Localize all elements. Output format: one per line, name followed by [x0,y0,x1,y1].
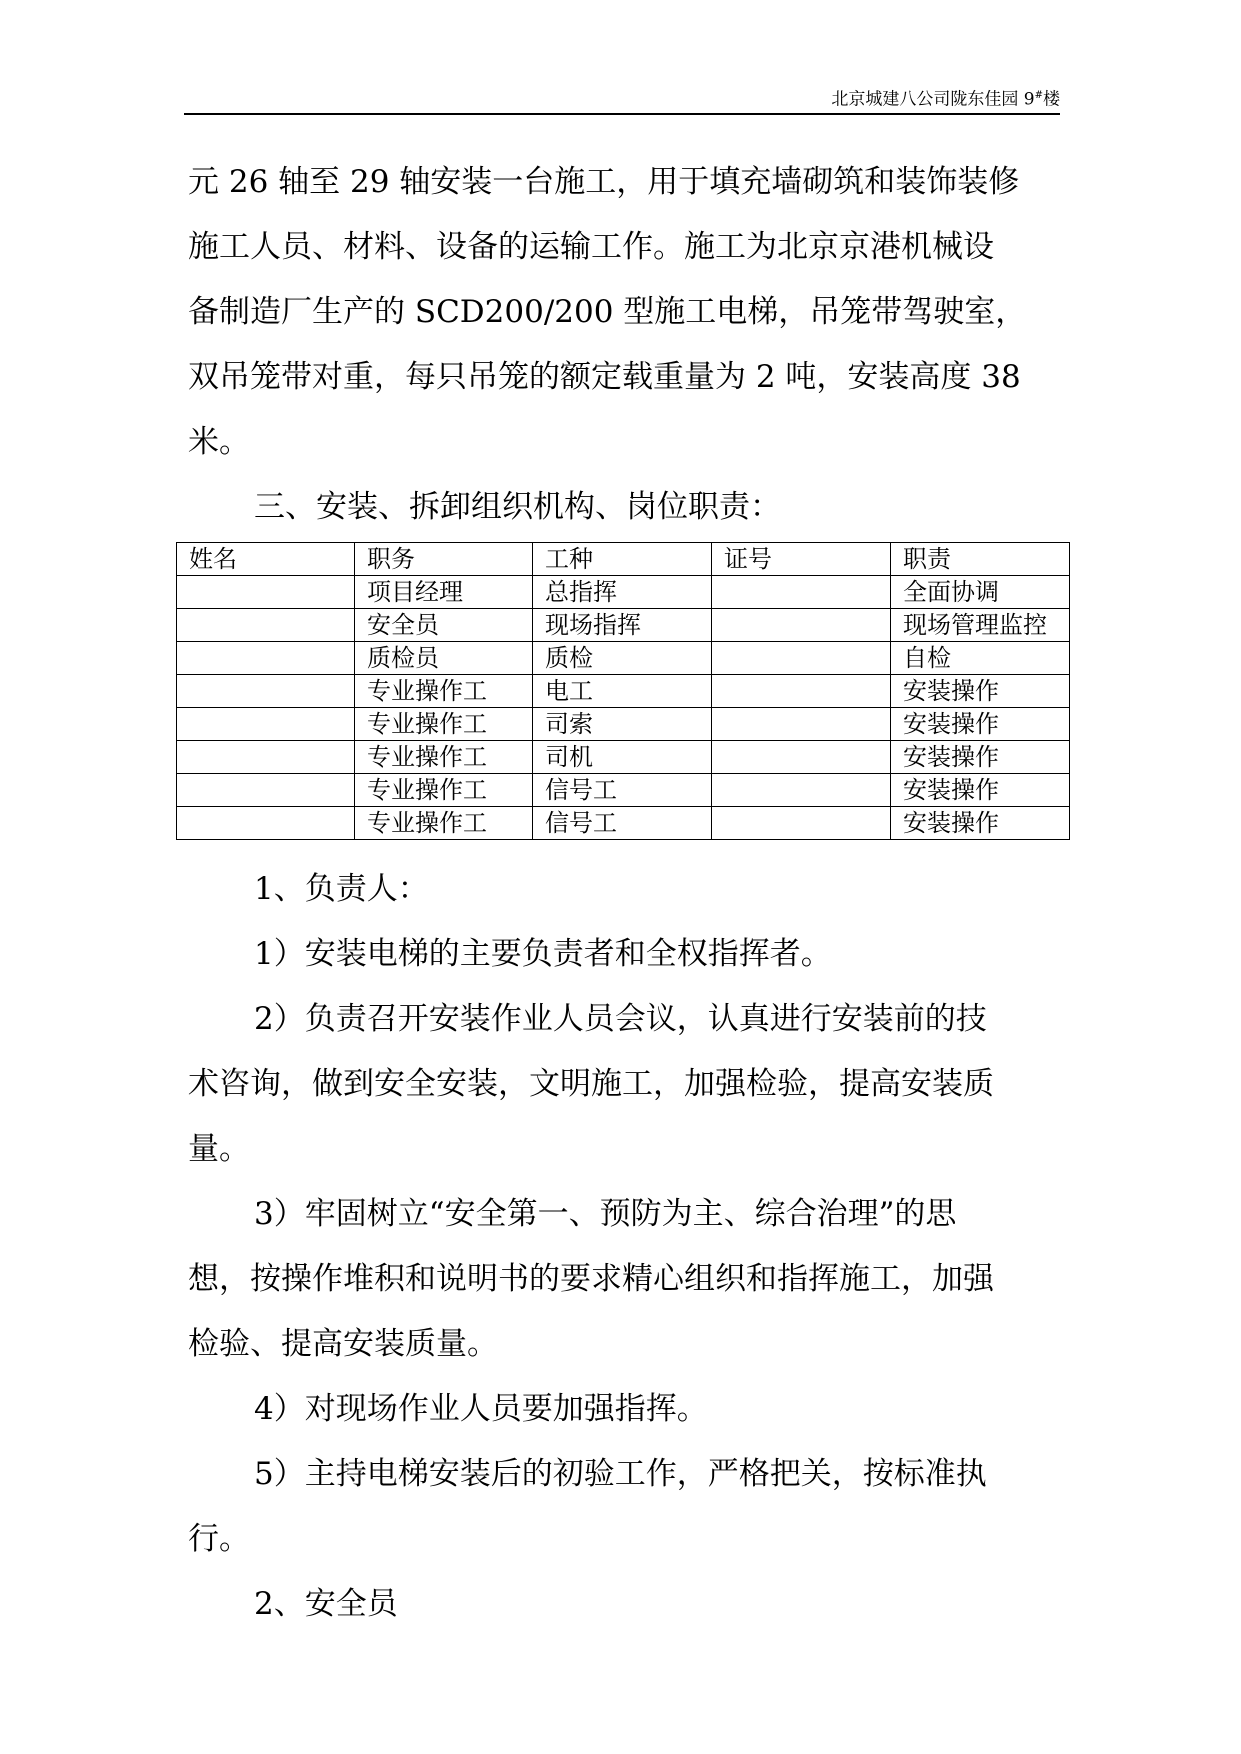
table-cell: 司机 [533,741,712,774]
intro-line: 双吊笼带对重，每只吊笼的额定载重量为 2 吨，安装高度 38 [188,359,1021,395]
table-cell [177,774,355,807]
header-divider [184,113,1060,115]
responsible-item-3-line-2: 想，按操作堆积和说明书的要求精心组织和指挥施工，加强 [188,1261,994,1297]
table-cell: 全面协调 [891,576,1070,609]
intro-line: 元 26 轴至 29 轴安装一台施工，用于填充墙砌筑和装饰装修 [188,164,1020,200]
responsible-item-2-line-2: 术咨询，做到安全安装，文明施工，加强检验，提高安装质 [188,1066,994,1102]
table-cell: 项目经理 [355,576,533,609]
intro-line: 米。 [188,424,250,460]
safety-officer-heading: 2、安全员 [254,1586,398,1622]
table-cell: 安装操作 [891,741,1070,774]
responsible-item-5-line-2: 行。 [188,1521,250,1557]
table-cell: 安装操作 [891,774,1070,807]
header-title: 北京城建八公司陇东佳园 9 [831,89,1035,110]
table-cell [712,609,891,642]
table-cell: 专业操作工 [355,741,533,774]
header-title-tail: 楼 [1043,89,1060,110]
table-row [177,774,1070,807]
table-header-row [177,543,1070,576]
table-cell [177,675,355,708]
table-cell: 安装操作 [891,807,1070,840]
table-cell [712,774,891,807]
responsible-item-3-line-3: 检验、提高安装质量。 [188,1326,498,1362]
table-cell [177,807,355,840]
table-cell: 安全员 [355,609,533,642]
table-cell: 专业操作工 [355,774,533,807]
table-row [177,741,1070,774]
table-cell: 信号工 [533,774,712,807]
table-header-cell: 职责 [891,543,1070,576]
table-cell: 现场指挥 [533,609,712,642]
table-row [177,609,1070,642]
responsible-item-2-line-3: 量。 [188,1131,250,1167]
table-cell [177,642,355,675]
table-row [177,576,1070,609]
responsible-item-3-line-1: 3）牢固树立“安全第一、预防为主、综合治理”的思 [254,1196,957,1232]
table-cell: 专业操作工 [355,807,533,840]
table-row [177,642,1070,675]
table-cell: 专业操作工 [355,708,533,741]
table-cell [712,807,891,840]
header-title-superscript: # [1034,90,1043,101]
table-cell [177,609,355,642]
table-cell: 质检员 [355,642,533,675]
table-cell: 安装操作 [891,708,1070,741]
table-cell [712,642,891,675]
table-cell: 信号工 [533,807,712,840]
table-cell: 专业操作工 [355,675,533,708]
responsible-heading: 1、负责人： [254,871,429,907]
table-cell: 现场管理监控 [891,609,1070,642]
intro-paragraph [188,150,1058,475]
table-cell [177,576,355,609]
table-header-cell: 职务 [355,543,533,576]
responsible-item-4: 4）对现场作业人员要加强指挥。 [254,1391,708,1427]
page-header [831,86,1060,110]
table-cell [177,741,355,774]
intro-line: 备制造厂生产的 SCD200/200 型施工电梯，吊笼带驾驶室， [188,294,1027,330]
table-row [177,708,1070,741]
table-header-cell: 姓名 [177,543,355,576]
roles-table [176,542,1070,840]
responsible-item-1: 1）安装电梯的主要负责者和全权指挥者。 [254,936,832,972]
table-cell [712,576,891,609]
table-cell: 质检 [533,642,712,675]
table-cell: 安装操作 [891,675,1070,708]
table-cell: 自检 [891,642,1070,675]
table-row [177,807,1070,840]
responsible-item-5-line-1: 5）主持电梯安装后的初验工作，严格把关，按标准执 [254,1456,987,1492]
responsible-item-2-line-1: 2）负责召开安装作业人员会议，认真进行安装前的技 [254,1001,987,1037]
intro-line: 施工人员、材料、设备的运输工作。施工为北京京港机械设 [188,229,994,265]
table-cell: 总指挥 [533,576,712,609]
table-cell [712,741,891,774]
table-row [177,675,1070,708]
table-cell: 司索 [533,708,712,741]
table-header-cell: 证号 [712,543,891,576]
table-cell [712,675,891,708]
table-cell [177,708,355,741]
section-heading: 三、安装、拆卸组织机构、岗位职责： [254,489,781,525]
table-header-cell: 工种 [533,543,712,576]
table-cell: 电工 [533,675,712,708]
table-cell [712,708,891,741]
